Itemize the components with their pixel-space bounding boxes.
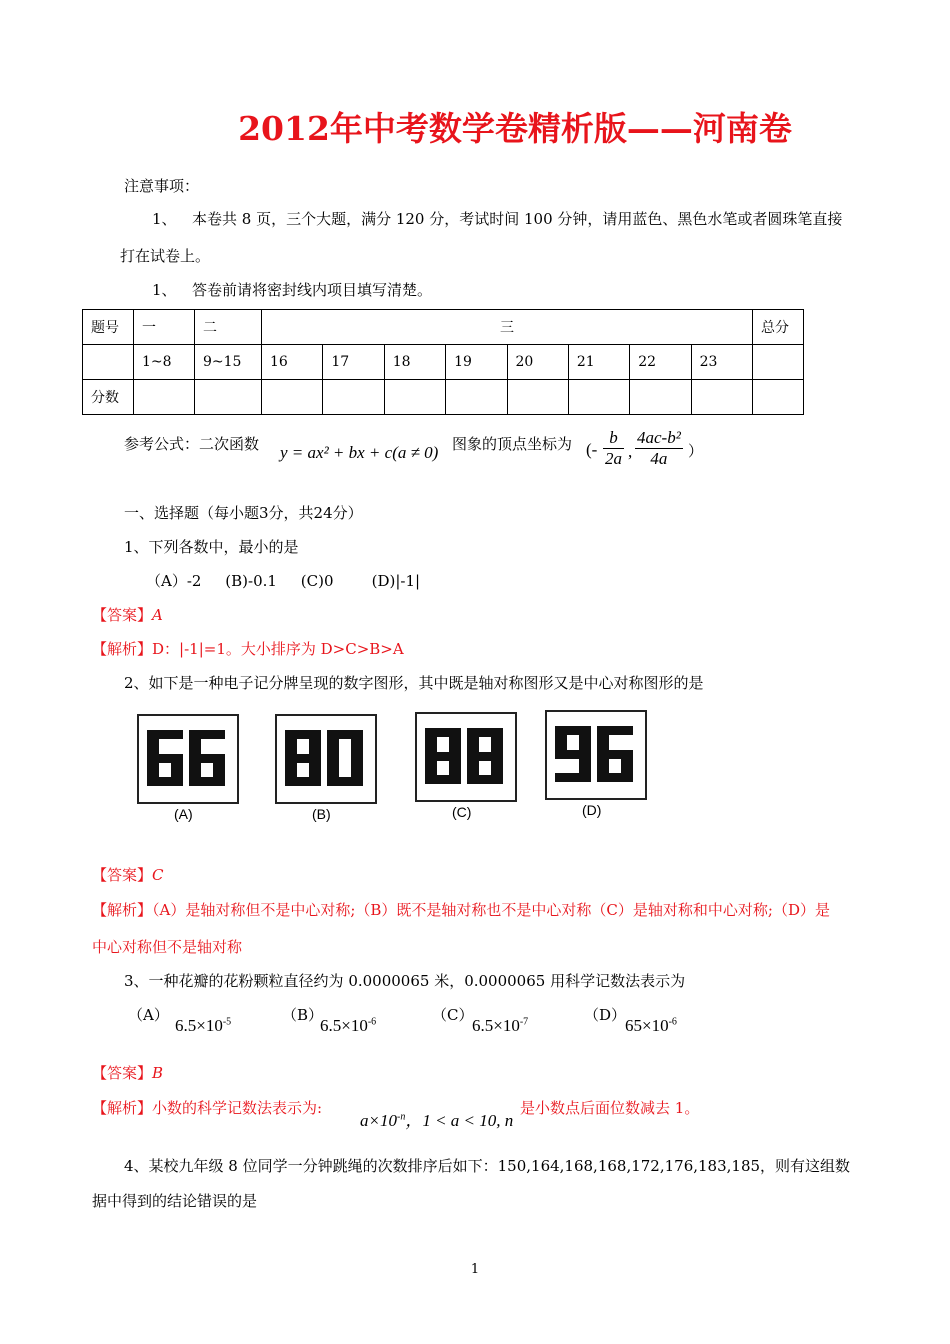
table-cell: 总分 [753, 310, 804, 345]
analysis-tag: 【解析】 [92, 640, 153, 658]
formula-comma: , [628, 442, 633, 461]
option-exp: -6 [367, 1016, 377, 1028]
table-cell: 21 [568, 345, 629, 380]
table-cell [753, 380, 804, 415]
answer-tag: 【答案】 [92, 606, 153, 624]
table-cell: 9~15 [195, 345, 262, 380]
q3-option-d [625, 1016, 677, 1036]
table-cell [83, 345, 134, 380]
table-cell: 18 [384, 345, 445, 380]
table-cell [262, 380, 323, 415]
analysis-text: D：|-1|=1。大小排序为 D>C>B>A [152, 640, 404, 658]
table-cell: 一 [134, 310, 195, 345]
math-base: a×10 [360, 1111, 397, 1130]
scoreboard-card [137, 714, 239, 804]
page-number: 1 [470, 1262, 480, 1277]
q3-option-c [472, 1016, 528, 1036]
q3-analysis [92, 1097, 322, 1118]
answer-value: C [152, 866, 164, 884]
digit-segment [597, 750, 633, 759]
digit-segment [425, 752, 461, 761]
option-base: 6.5×10 [175, 1016, 223, 1035]
notice-item1-num: 1、 [152, 210, 177, 228]
table-cell: 19 [446, 345, 507, 380]
option-base: 6.5×10 [320, 1016, 368, 1035]
digit-segment [555, 773, 591, 782]
q4-stem-cont: 据中得到的结论错误的是 [92, 1192, 258, 1210]
option-base: 6.5×10 [472, 1016, 520, 1035]
option-base: 65×10 [625, 1016, 669, 1035]
notice-item1-cont: 打在试卷上。 [120, 247, 211, 265]
q1-analysis [92, 638, 404, 659]
scoreboard-card [545, 710, 647, 800]
q2-analysis-cont: 中心对称但不是轴对称 [92, 938, 243, 956]
answer-tag: 【答案】 [92, 866, 153, 884]
table-cell: 23 [691, 345, 752, 380]
option-exp: -5 [222, 1016, 232, 1028]
score-table [82, 309, 804, 415]
table-cell [753, 345, 804, 380]
table-cell [134, 380, 195, 415]
answer-tag: 【答案】 [92, 1064, 153, 1082]
formula-prefix: 参考公式：二次函数 [124, 435, 260, 453]
scoreboard-card-label: (C) [452, 804, 472, 820]
q3-analysis-post: 是小数点后面位数减去 1。 [520, 1099, 700, 1117]
q3-option-d-label: （D） [584, 1006, 627, 1024]
q4-stem: 4、某校九年级 8 位同学一分钟跳绳的次数排序后如下：150,164,168,168,172,176,183,185，则有这组数 [124, 1157, 851, 1175]
table-cell: 17 [323, 345, 384, 380]
q2-answer [92, 864, 164, 885]
q3-stem: 3、一种花瓣的花粉颗粒直径约为 0.0000065 米，0.0000065 用科学记数法表示为 [124, 972, 686, 990]
q3-analysis-math [360, 1106, 513, 1131]
option-exp: -7 [519, 1016, 529, 1028]
table-row [83, 380, 804, 415]
answer-value: B [152, 1064, 164, 1082]
q1-options: （A）-2 (B)-0.1 (C)0 (D)|-1| [146, 572, 421, 590]
q3-option-b-label: （B） [282, 1006, 324, 1024]
table-cell [384, 380, 445, 415]
formula-frac2 [635, 428, 683, 469]
table-cell: 分数 [83, 380, 134, 415]
page-title: 2012年中考数学卷精析版——河南卷 [238, 109, 792, 148]
formula-close: ） [688, 442, 704, 460]
q3-option-a [175, 1016, 231, 1036]
notice-heading: 注意事项： [124, 177, 200, 195]
digit-segment [327, 730, 339, 758]
table-cell: 题号 [83, 310, 134, 345]
table-cell [446, 380, 507, 415]
digit-segment [467, 752, 503, 761]
digit-segment [555, 750, 591, 759]
digit-segment [327, 758, 339, 786]
notice-item2-text: 答卷前请将密封线内项目填写清楚。 [192, 281, 433, 299]
table-cell [323, 380, 384, 415]
formula-equation: y = ax² + bx + c(a ≠ 0) [280, 443, 439, 462]
digit-segment [285, 754, 321, 763]
digit-segment [351, 730, 363, 758]
frac1-den: 2a [605, 449, 622, 468]
q2-analysis [92, 899, 830, 920]
math-rest: ，1 < a < 10, n [405, 1111, 514, 1130]
q3-option-b [320, 1016, 376, 1036]
q1-answer [92, 604, 163, 625]
math-exp: -n [396, 1111, 406, 1123]
option-exp: -6 [668, 1016, 677, 1028]
table-cell [691, 380, 752, 415]
scoreboard-card-label: (A) [174, 806, 193, 822]
table-cell [568, 380, 629, 415]
scoreboard-card [275, 714, 377, 804]
section-heading: 一、选择题（每小题3分，共24分） [124, 504, 363, 522]
notice-item2-num: 1、 [152, 281, 177, 299]
table-cell: 22 [630, 345, 691, 380]
formula-open: (- [586, 440, 598, 459]
notice-item1-text: 本卷共 8 页，三个大题，满分 120 分，考试时间 100 分钟，请用蓝色、黑色水笔或者圆珠笔直接 [192, 210, 843, 228]
scoreboard-card-label: (B) [312, 806, 331, 822]
frac2-den: 4a [650, 449, 668, 468]
analysis-text: 小数的科学记数法表示为: [152, 1099, 323, 1117]
digit-segment [189, 754, 225, 763]
q2-stem: 2、如下是一种电子记分牌呈现的数字图形，其中既是轴对称图形又是中心对称图形的是 [124, 674, 704, 692]
table-row [83, 345, 804, 380]
scoreboard-card-label: (D) [582, 802, 602, 818]
digit-segment [147, 754, 183, 763]
table-cell: 三 [262, 310, 753, 345]
q3-option-a-label: （A） [128, 1006, 169, 1024]
formula-frac1 [603, 428, 624, 469]
table-cell: 1~8 [134, 345, 195, 380]
table-cell: 20 [507, 345, 568, 380]
analysis-tag: 【解析】 [92, 1099, 153, 1117]
table-cell: 二 [195, 310, 262, 345]
q3-option-c-label: （C） [432, 1006, 474, 1024]
analysis-tag: 【解析】 [92, 901, 153, 919]
frac1-num: b [603, 428, 624, 449]
table-cell: 16 [262, 345, 323, 380]
table-row [83, 310, 804, 345]
formula-middle: 图象的顶点坐标为 [452, 435, 573, 453]
table-cell [195, 380, 262, 415]
analysis-text: （A）是轴对称但不是中心对称;（B）既不是轴对称也不是中心对称（C）是轴对称和中心对称;（D）是 [152, 901, 830, 919]
answer-value: A [152, 606, 163, 624]
scoreboard-card [415, 712, 517, 802]
table-cell [507, 380, 568, 415]
q1-stem: 1、下列各数中，最小的是 [124, 538, 299, 556]
table-cell [630, 380, 691, 415]
q3-answer [92, 1062, 163, 1083]
frac2-num: 4ac-b² [637, 428, 681, 447]
